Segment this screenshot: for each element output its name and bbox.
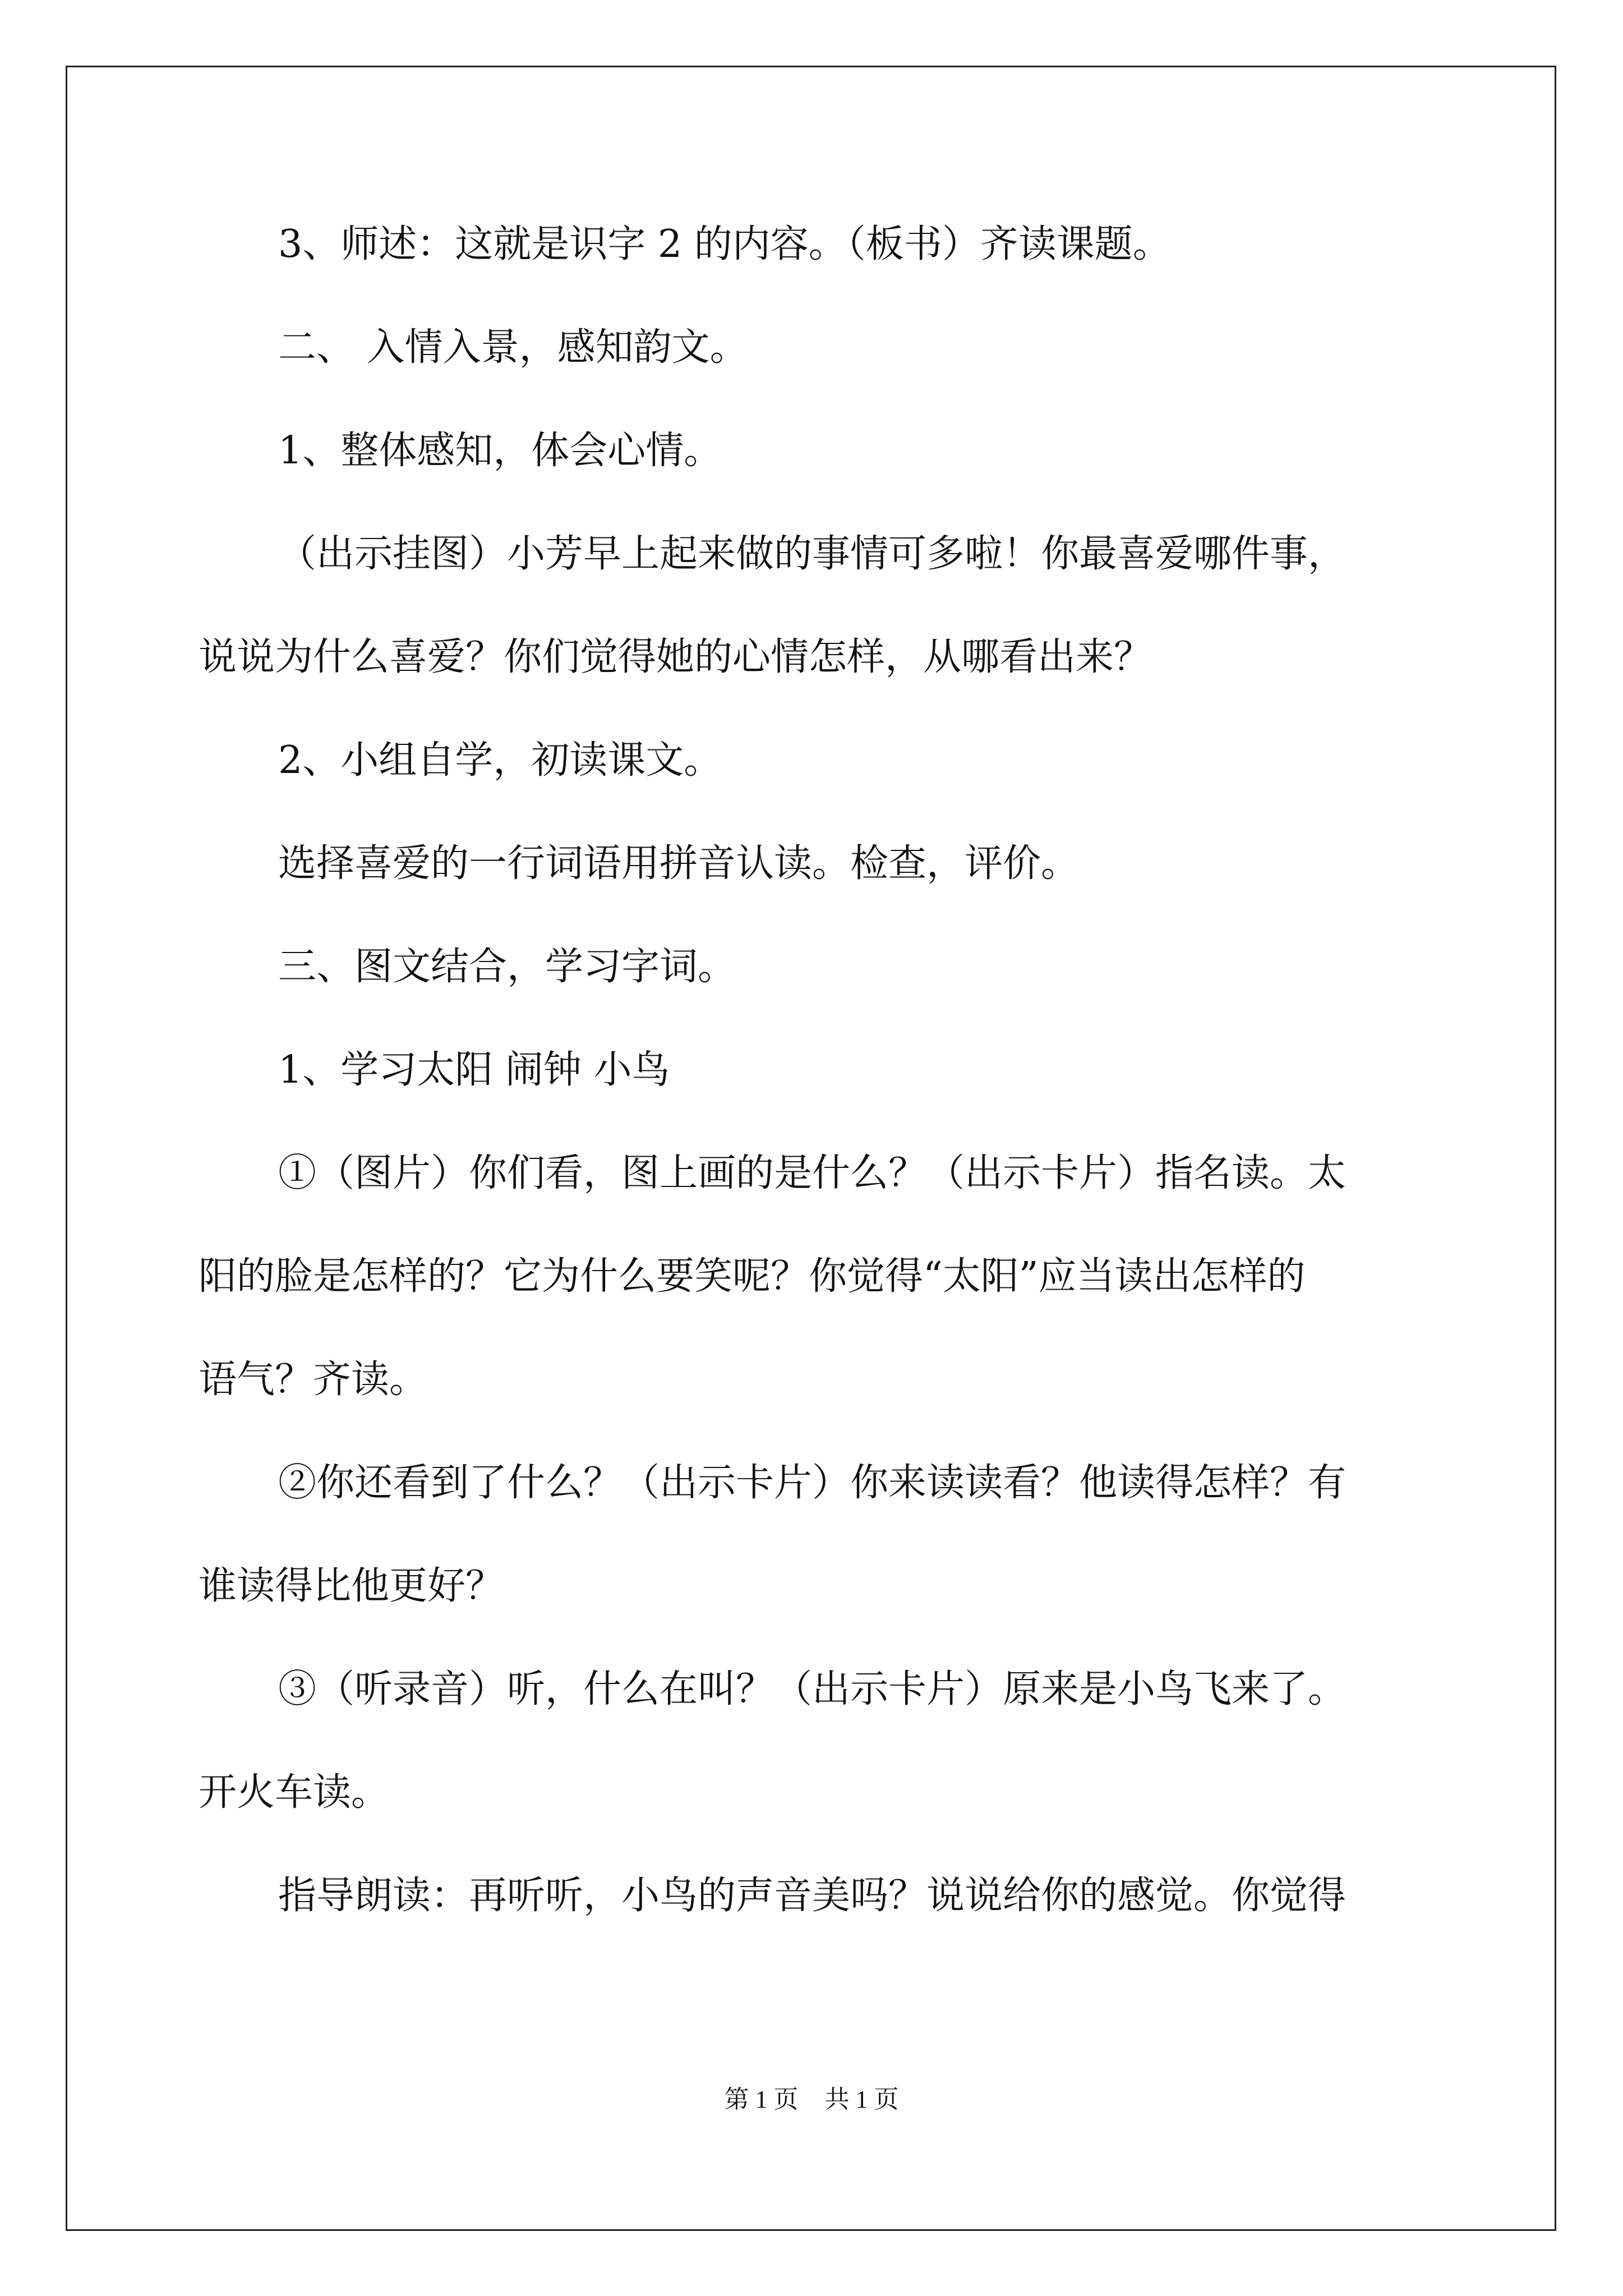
paragraph-line: 选择喜爱的一行词语用拼音认读。检查，评价。 bbox=[278, 841, 1080, 886]
paragraph-line: 语气？齐读。 bbox=[199, 1358, 428, 1402]
paragraph-line: 指导朗读：再听听，小鸟的声音美吗？说说给你的感觉。你觉得 bbox=[278, 1874, 1347, 1918]
paragraph-line: ③（听录音）听，什么在叫？（出示卡片）原来是小鸟飞来了。 bbox=[278, 1667, 1347, 1711]
paragraph-line: 谁读得比他更好？ bbox=[199, 1564, 504, 1608]
paragraph-line: 开火车读。 bbox=[199, 1770, 390, 1815]
page-total: 共 1 页 bbox=[824, 2086, 899, 2113]
paragraph-line: ②你还看到了什么？（出示卡片）你来读读看？他读得怎样？有 bbox=[278, 1461, 1347, 1505]
paragraph-line: （出示挂图）小芳早上起来做的事情可多啦！你最喜爱哪件事， bbox=[278, 532, 1347, 576]
paragraph-line: ①（图片）你们看，图上画的是什么？（出示卡片）指名读。太 bbox=[278, 1151, 1347, 1195]
page-number: 第 1 页 bbox=[724, 2086, 799, 2113]
paragraph-line: 1、学习太阳 闹钟 小鸟 bbox=[278, 1048, 670, 1092]
paragraph-line: 1、整体感知，体会心情。 bbox=[278, 429, 722, 473]
document-body bbox=[199, 219, 1432, 1922]
paragraph-line: 2、小组自学，初读课文。 bbox=[278, 738, 722, 783]
section-heading: 二、 入情入景，感知韵文。 bbox=[278, 325, 748, 370]
paragraph-line: 阳的脸是怎样的？它为什么要笑呢？你觉得“太阳”应当读出怎样的 bbox=[199, 1254, 1306, 1299]
paragraph-line: 说说为什么喜爱？你们觉得她的心情怎样，从哪看出来？ bbox=[199, 635, 1152, 679]
paragraph-line: 3、师述：这就是识字 2 的内容。（板书）齐读课题。 bbox=[278, 222, 1171, 266]
page-footer bbox=[0, 2083, 1623, 2116]
section-heading: 三、图文结合，学习字词。 bbox=[278, 945, 736, 989]
